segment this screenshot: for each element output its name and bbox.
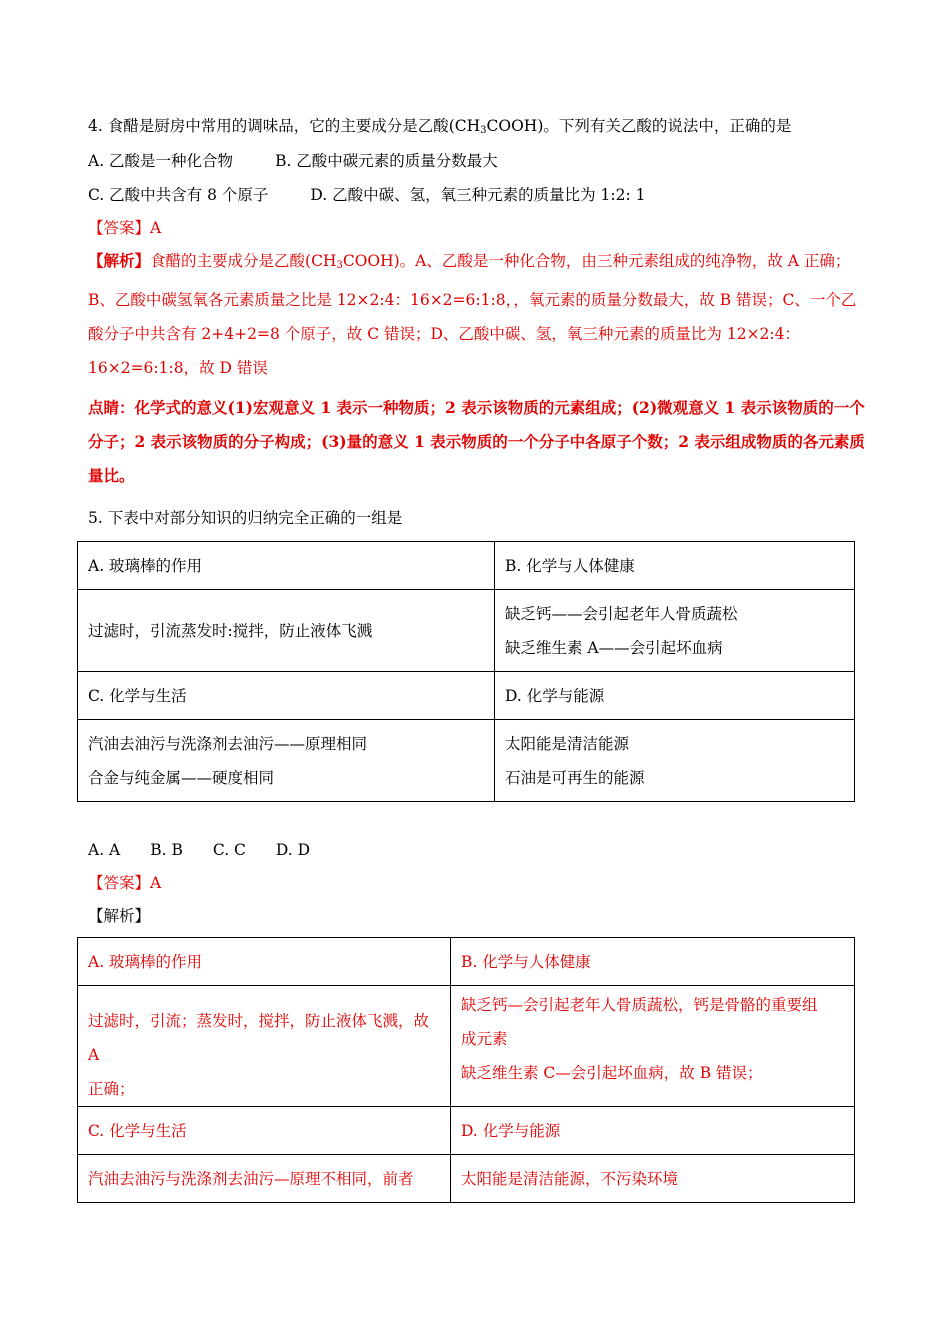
q4-analysis-post: COOH)。A、乙酸是一种化合物，由三种元素组成的纯净物，故 A 正确；B、乙酸中碳氢氧各元素质量之比是 12×2:4：16×2=6:1:8，，氧元素的质量分数最大，故 B 错误；C、一个乙酸分子中共含有 2+4+2=8 个原子，故 C 错误；D、乙酸中碳、氢，氧三种元素的质量比为 12×2:4：16×2=6:1:8，故 D 错误 [88, 252, 857, 377]
q5-table-row [78, 590, 855, 672]
q4-analysis [88, 244, 866, 385]
q5-analysis-c-head: C. 化学与生活 [78, 1107, 451, 1155]
q5-analysis-d-body: 太阳能是清洁能源，不污染环境 [451, 1155, 855, 1203]
q4-option-c: C. 乙酸中共含有 8 个原子 [88, 186, 269, 204]
q5-cell-c-head: C. 化学与生活 [78, 672, 495, 720]
q5-choices [88, 840, 310, 860]
q5-analysis-row [78, 938, 855, 986]
q4-tip-text: 点睛：化学式的意义(1)宏观意义 1 表示一种物质；2 表示该物质的元素组成；(2)微观意义 1 表示该物质的一个分子；2 表示该物质的分子构成；(3)量的意义 1 表示物质的一个分子中各原子个数；2 表示组成物质的各元素质量比。 [88, 398, 865, 485]
q4-analysis-pre: 食醋的主要成分是乙酸(CH [150, 252, 337, 270]
q4-option-d: D. 乙酸中碳、氢，氧三种元素的质量比为 1:2: 1 [310, 186, 646, 204]
q5-analysis-table [77, 937, 855, 1203]
q5-analysis-label: 【解析】 [88, 907, 151, 925]
q5-answer: 【答案】A [88, 874, 162, 892]
q4-option-b: B. 乙酸中碳元素的质量分数最大 [275, 152, 498, 170]
q4-stem-post: COOH)。下列有关乙酸的说法中，正确的是 [486, 117, 792, 135]
q5-table-row [78, 542, 855, 590]
q5-analysis-a-head: A. 玻璃棒的作用 [78, 938, 451, 986]
q5-analysis-row [78, 1107, 855, 1155]
q5-analysis-row [78, 1155, 855, 1203]
q4-stem-pre: 4. 食醋是厨房中常用的调味品，它的主要成分是乙酸(CH [88, 117, 481, 135]
q5-cell-b-body: 缺乏钙——会引起老年人骨质蔬松 缺乏维生素 A——会引起坏血病 [495, 590, 855, 672]
q4-answer: 【答案】A [88, 219, 162, 237]
q5-table-row [78, 672, 855, 720]
q5-choice-b: B. B [150, 841, 183, 859]
q4-stem [88, 116, 791, 141]
q5-table-row [78, 720, 855, 802]
q4-analysis-label: 【解析】 [88, 251, 151, 270]
q4-tip [88, 391, 866, 493]
q5-analysis-d-head: D. 化学与能源 [451, 1107, 855, 1155]
q5-choice-c: C. C [212, 841, 246, 859]
q5-analysis-b-body: 缺乏钙—会引起老年人骨质蔬松，钙是骨骼的重要组 成元素 缺乏维生素 C—会引起坏血病，故 B 错误； [451, 986, 855, 1107]
q4-options-cd [88, 185, 646, 205]
q5-analysis-c-body: 汽油去油污与洗涤剂去油污—原理不相同，前者 [78, 1155, 451, 1203]
q5-cell-a-head: A. 玻璃棒的作用 [78, 542, 495, 590]
q5-cell-d-head: D. 化学与能源 [495, 672, 855, 720]
q5-analysis-a-body: 过滤时，引流；蒸发时，搅拌，防止液体飞溅，故 A 正确； [78, 986, 451, 1107]
q4-analysis-sub: 3 [336, 260, 343, 271]
q4-option-a: A. 乙酸是一种化合物 [88, 152, 234, 170]
q4-stem-sub: 3 [480, 125, 487, 136]
q5-knowledge-table [77, 541, 855, 802]
q5-analysis-row [78, 986, 855, 1107]
q5-cell-c-body: 汽油去油污与洗涤剂去油污——原理相同 合金与纯金属——硬度相同 [78, 720, 495, 802]
q5-cell-b-head: B. 化学与人体健康 [495, 542, 855, 590]
q5-choice-a: A. A [88, 841, 121, 859]
q4-options-ab [88, 151, 498, 171]
q5-cell-d-body: 太阳能是清洁能源 石油是可再生的能源 [495, 720, 855, 802]
q5-stem: 5. 下表中对部分知识的归纳完全正确的一组是 [88, 509, 403, 527]
q5-analysis-b-head: B. 化学与人体健康 [451, 938, 855, 986]
q5-cell-a-body: 过滤时，引流蒸发时:搅拌，防止液体飞溅 [78, 590, 495, 672]
q5-choice-d: D. D [275, 841, 311, 859]
